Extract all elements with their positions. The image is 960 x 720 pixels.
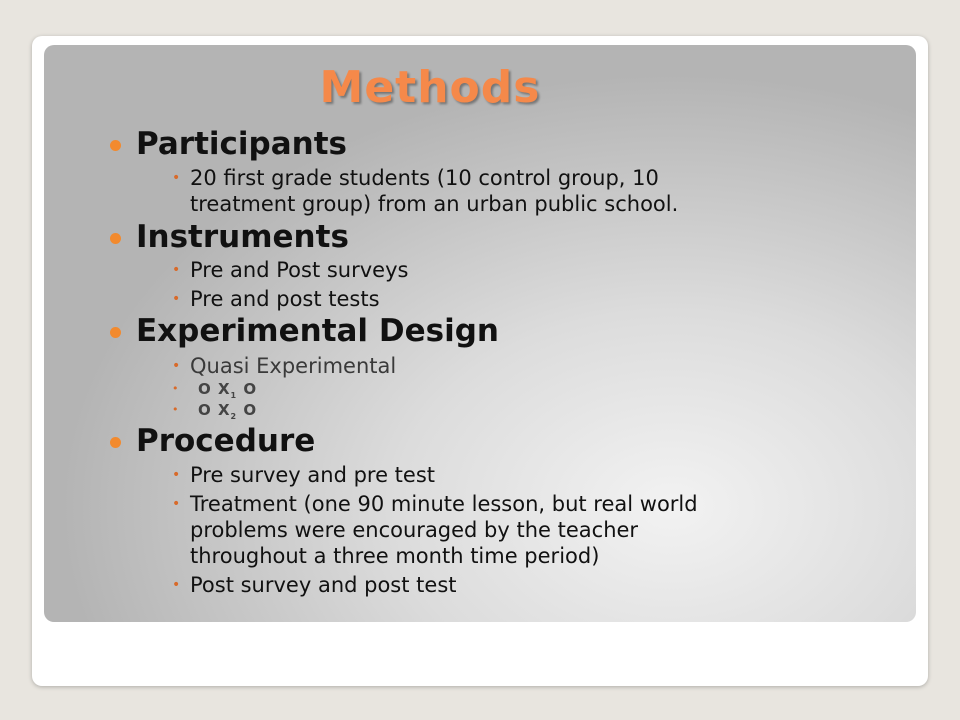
participants-item-line-1: 20 first grade students (10 control group, 10 (190, 166, 659, 190)
sub-bullet-icon: • (172, 382, 179, 395)
sub-bullet-icon: • (172, 496, 181, 512)
sub-bullet-icon: • (172, 467, 181, 483)
instruments-item: Pre and post tests (190, 287, 380, 311)
section-heading-design: Experimental Design (136, 313, 499, 349)
sub-bullet-icon: • (172, 262, 181, 278)
section-heading-procedure: Procedure (136, 423, 316, 459)
sub-bullet-icon: • (172, 358, 181, 374)
procedure-item-line-2: problems were encouraged by the teacher (190, 518, 639, 542)
procedure-item-line-1: Treatment (one 90 minute lesson, but real world (190, 492, 698, 516)
sub-bullet-icon: • (172, 291, 181, 307)
design-notation-row: O $X_2$ O (198, 401, 258, 421)
bullet-icon (110, 233, 121, 244)
procedure-item: Post survey and post test (190, 573, 457, 597)
slide-title: Methods (319, 62, 541, 113)
bullet-icon (110, 327, 121, 338)
participants-item-line-2: treatment group) from an urban public school. (190, 192, 679, 216)
bullet-icon (110, 437, 121, 448)
section-heading-instruments: Instruments (136, 219, 349, 255)
sub-bullet-icon: • (172, 170, 181, 186)
section-heading-participants: Participants (136, 126, 347, 162)
design-item: Quasi Experimental (190, 354, 397, 378)
design-notation-row: O $X_1$ O (198, 380, 258, 400)
instruments-item: Pre and Post surveys (190, 258, 409, 282)
procedure-item: Pre survey and pre test (190, 463, 436, 487)
sub-bullet-icon: • (172, 577, 181, 593)
procedure-item-line-3: throughout a three month time period) (190, 544, 600, 568)
bullet-icon (110, 140, 121, 151)
sub-bullet-icon: • (172, 403, 179, 416)
